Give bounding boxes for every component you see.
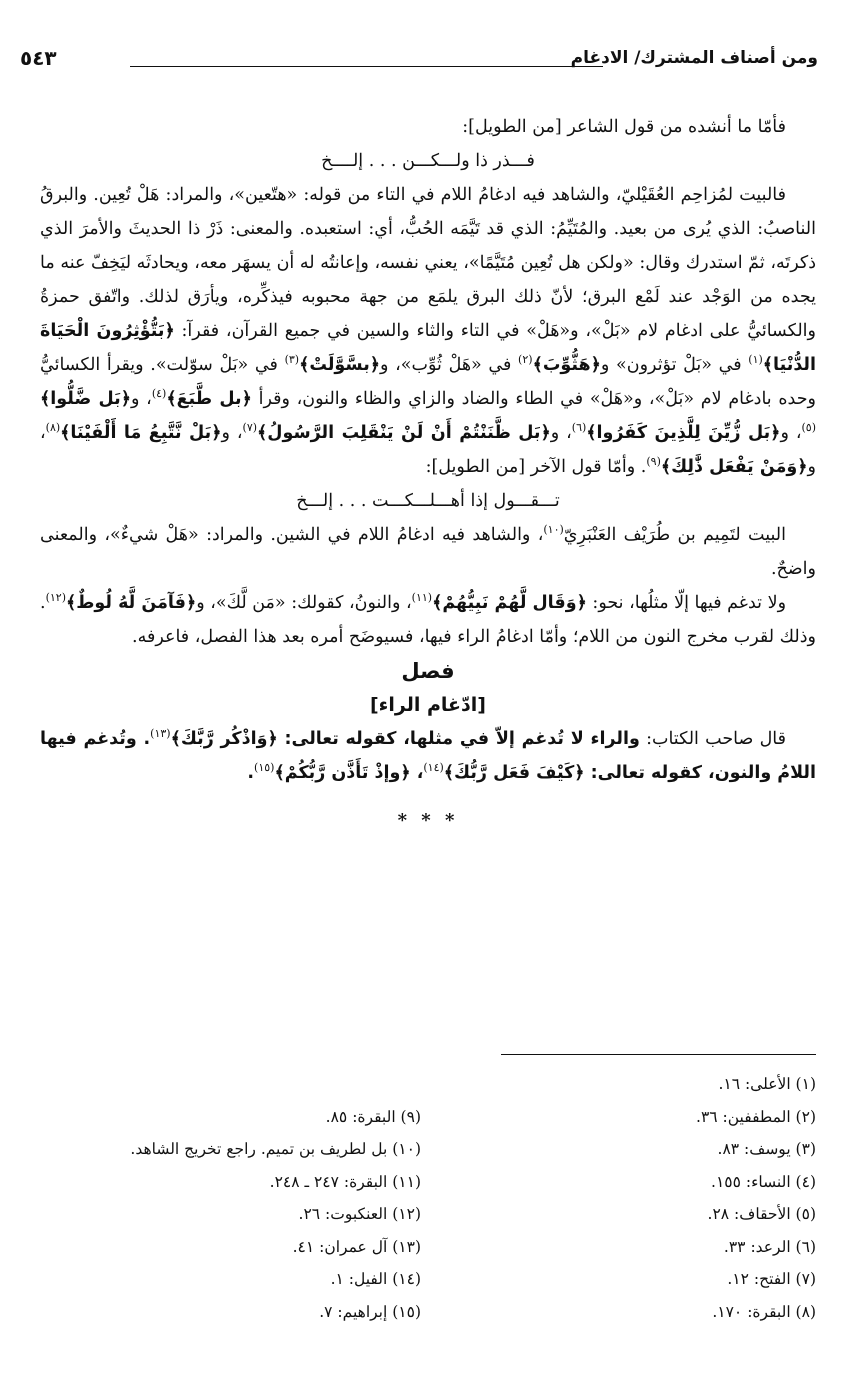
verse-line: تـــقـــول إذا أهـــلـــكـــت . . . إلـــخ [296,491,560,511]
matn-text: والراء لا تُدغم إلاّ في مثلها، كقوله تعالى: [277,729,640,749]
footnote-ref[interactable]: (٤) [151,387,167,401]
text-run: ، [410,763,424,783]
text-run: البيت لتَمِيم بن طُرَيْف العَنْبَرِيّ [563,525,786,545]
quran-quote: ﴿كَيْفَ فَعَل رَّبُّكَ﴾ [443,763,585,783]
footnote-item: (١٣) آل عمران: ٤١. [292,1237,421,1256]
text-run: في «بَلْ سوّلت». ويقرأ الكسائيُّ وحده بادغام لام «بَلْ»، و«هَلْ» في الطاء والضاد والزاي والظاء والنون، وقرأ [40,355,816,409]
footnote-ref[interactable]: (١٥) [254,761,275,775]
text-run: ، و [221,423,243,443]
footnote-column-left [41,1068,421,1328]
paragraph [40,722,816,790]
text-run: ، و [40,423,816,477]
footnote-item: (١٤) الفيل: ١. [330,1270,421,1288]
footnote-item: (٨) البقرة: ١٧٠. [712,1302,816,1321]
quran-quote: ﴿بَل زُّيِّنَ لِلَّذِينَ كَفَرُوا﴾ [586,423,781,443]
footnote-ref[interactable]: (٣) [284,353,300,367]
text-run: في «بَلْ تؤثرون» و [600,355,749,375]
running-title: ومن أصناف المشترك/ الادغام [570,48,818,68]
text-run: ، والشاهد فيه ادغامُ اللام في الشين. والمراد: «هَلْ شيءٌ»، والمعنى واضحٌ. [40,525,816,579]
footnote-ref[interactable]: (٧) [242,421,258,435]
page-number: ٥٤٣ [20,46,57,70]
section-subtitle: [ادّغام الراء] [370,694,486,716]
footnote-ref[interactable]: (١١) [411,591,433,605]
quran-quote: ﴿هَثُّوِّبَ﴾ [532,355,601,375]
text-run: ، و [130,389,152,409]
quran-quote: ﴿بل طَّبَعَ﴾ [166,389,252,409]
quran-quote: ﴿وَمَنْ يَفْعَل ذَّٰلِكَ﴾ [660,457,808,477]
main-text [40,110,816,838]
quran-quote: ﴿بَتُّؤْثِرُونَ الْحَيَاةَ الدُّنْيَا﴾ [40,321,816,375]
quran-quote: ﴿بسَّوَّلَتْ﴾ [299,355,381,375]
footnote-ref[interactable]: (١) [748,353,763,367]
footnote-item: (١) الأعلى: ١٦. [718,1075,816,1093]
page-header [20,48,818,76]
footnote-ref[interactable]: (٦) [571,421,587,435]
footnote-ref[interactable]: (١٠) [543,523,564,537]
footnote-ref[interactable]: (٨) [45,421,61,435]
paragraph [40,518,816,586]
verse-line: فـــذر ذا ولـــكـــن . . . إلــــخ [321,151,535,171]
text-run: قال صاحب الكتاب: [639,729,787,749]
footnotes [40,1068,816,1338]
text-run: فالبيت لمُزاحِم العُقَيْليّ، والشاهد فيه ادغامُ اللام في التاء من قوله: «هتّعين»، والمراد: هَلْ تُعِين. والبرقُ الناصبُ: الذي يُرى من بعيد. والمُتَيِّمُ: الذي قد تَيَّمَه الحُبُّ، أي: استعبده. والمعنى: ذَرْ ذا الحديثَ والأمرَ الذي ذكرتَه، ثمّ استدرك وقال: «ولكن هل تُعِين مُتَيَّمًا»، يعني نفسه، وإعانتُه له أن يسهَر معه، ويحادثَه ليَخِفّ عنه ما يجده من الوَجْد عند لَمْع البرق؛ لأنّ ذلك البرق يلمَع من جهة محبوبه فيذكِّره، ويأرَق لذلك. واتّفق حمزةُ والكسائيُّ على ادغام لام «بَلْ»، و«هَلْ» في التاء والثاء والسين في جميع القرآن، فقرآ: [40,185,816,341]
footnote-ref[interactable]: (٩) [646,455,661,469]
text-run: ولا تدغم فيها إلّا مثلُها، نحو: [586,593,787,613]
footnote-item: (٧) الفتح: ١٢. [727,1270,816,1288]
footnote-ref[interactable]: (١٣) [150,727,171,741]
footnote-item: (٤) النساء: ١٥٥. [711,1172,816,1191]
quran-quote: ﴿بَل ضَّلُّوا﴾ [40,389,131,409]
quran-quote: ﴿وَقَال لَّهُمْ نَبِيُّهُمْ﴾ [432,593,587,613]
footnote-item: (١٠) بل لطريف بن تميم. راجع تخريج الشاهد. [130,1140,421,1158]
footnote-ref[interactable]: (٥) [801,421,816,435]
quran-quote: ﴿فَآمَنَ لَّهُ لُوطٌ﴾ [66,593,197,613]
header-rule [130,66,603,67]
footnote-item: (٣) يوسف: ٨٣. [717,1140,816,1158]
text-run: . وأمّا قول الآخر [من الطويل]: [425,457,647,477]
footnote-item: (٢) المطففين: ٣٦. [696,1107,816,1126]
footnote-ref[interactable]: (٢) [518,353,533,367]
text-run: ، و [550,423,572,443]
paragraph [40,586,816,654]
footnote-item: (٩) البقرة: ٨٥. [325,1107,421,1126]
footnote-item: (١١) البقرة: ٢٤٧ ـ ٢٤٨. [269,1172,421,1191]
footnote-item: (٥) الأحقاف: ٢٨. [707,1205,816,1223]
text-run: . [247,763,255,783]
footnote-column-right [576,1068,816,1328]
text-run: ، و [780,423,802,443]
footnote-ref[interactable]: (١٢) [45,591,66,605]
text-run: . وذلك لقرب مخرج النون من اللام؛ وأمّا ادغامُ الراء فيها، فسيوضَح أمره بعد هذا الفصل، فاعرفه. [40,593,816,647]
paragraph [40,178,816,484]
quran-quote: ﴿وإذْ تَأَذَّن رَّبُّكُمْ﴾ [274,763,411,783]
footnote-item: (٦) الرعد: ٣٣. [723,1237,816,1256]
footnote-ref[interactable]: (١٤) [423,761,444,775]
quran-quote: ﴿وَاذْكُر رَّبَّكَ﴾ [170,729,278,749]
text-run: ، والنونُ، كقولك: «مَن لَّكَ»، و [196,593,412,613]
text-run: في «هَلْ ثُوِّب»، و [380,355,519,375]
quran-quote: ﴿بَل ظَّنَنْتُمْ أَنْ لَنْ يَنْقَلِبَ الرَّسُولُ﴾ [257,423,551,443]
footnote-item: (١٥) إبراهيم: ٧. [319,1302,421,1321]
section-title: فصل [401,659,455,683]
matn-text: . وتُدغم فيها اللامُ والنون، كقوله تعالى: [40,729,816,783]
quran-quote: ﴿بَلْ نَّتَّبِعُ مَا أَلْفَيْنَا﴾ [60,423,222,443]
footnote-item: (١٢) العنكبوت: ٢٦. [298,1205,421,1223]
footnote-rule [501,1054,816,1055]
section-separator: * * * [397,810,459,831]
paragraph: فأمّا ما أنشده من قول الشاعر [من الطويل]: [462,117,786,137]
